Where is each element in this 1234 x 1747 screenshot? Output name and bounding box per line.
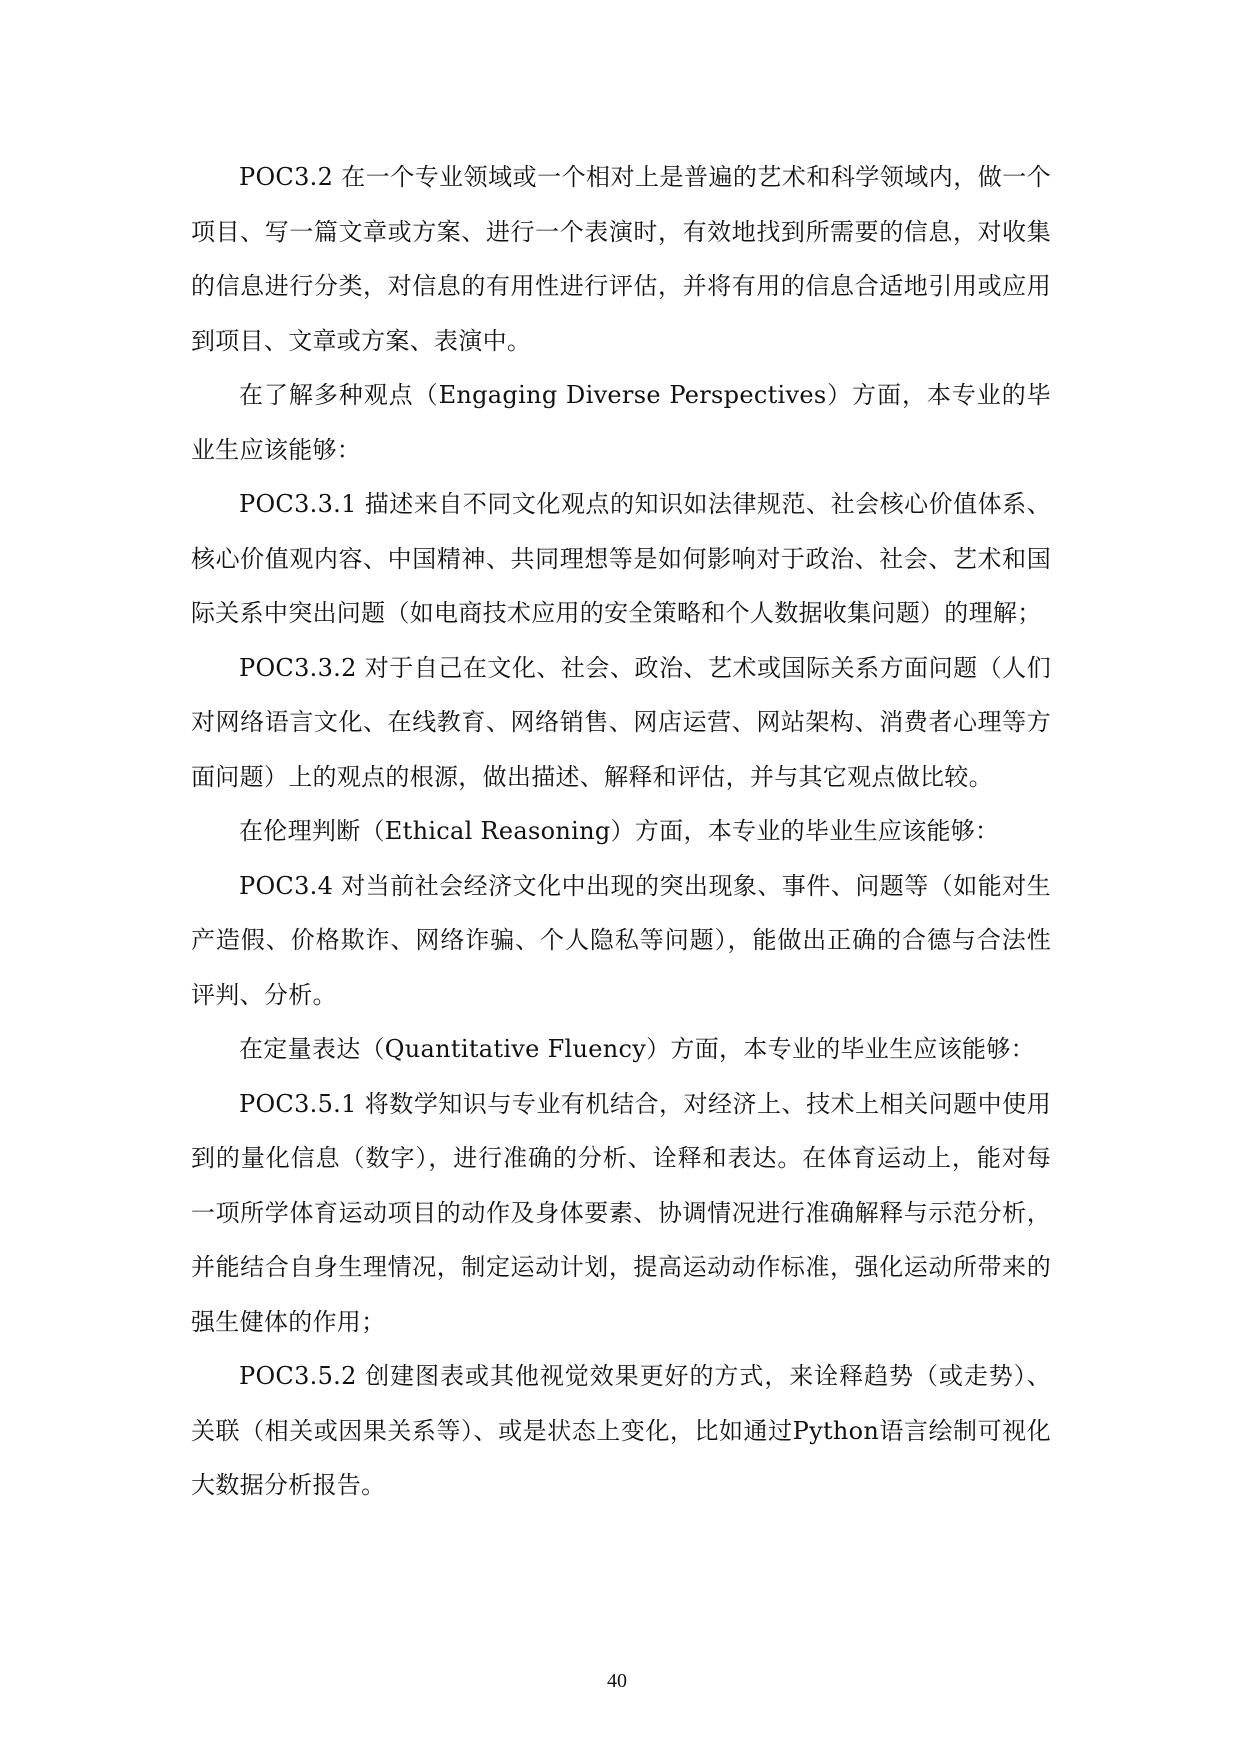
paragraph-poc3-5-2: POC3.5.2 创建图表或其他视觉效果更好的方式，来诠释趋势（或走势）、关联（相关或因果关系等）、或是状态上变化，比如通过Python语言绘制可视化大数据分析报告。 xyxy=(191,1362,1051,1499)
paragraph-poc3-3-2: POC3.3.2 对于自己在文化、社会、政治、艺术或国际关系方面问题（人们对网络语言文化、在线教育、网络销售、网店运营、网站架构、消费者心理等方面问题）上的观点的根源，做出描述、解释和评估，并与其它观点做比较。 xyxy=(191,653,1051,791)
paragraph-poc3-4: POC3.4 对当前社会经济文化中出现的突出现象、事件、问题等（如能对生产造假、价格欺诈、网络诈骗、个人隐私等问题），能做出正确的合德与合法性评判、分析。 xyxy=(191,871,1051,1009)
paragraph-poc3-5-1: POC3.5.1 将数学知识与专业有机结合，对经济上、技术上相关问题中使用到的量化信息（数字），进行准确的分析、诠释和表达。在体育运动上，能对每一项所学体育运动项目的动作及身体要素、协调情况进行准确解释与示范分析，并能结合自身生理情况，制定运动计划，提高运动动作标准，强化运动所带来的强生健体的作用； xyxy=(191,1089,1051,1336)
paragraph-quantitative-fluency-intro: 在定量表达（Quantitative Fluency）方面，本专业的毕业生应该能够： xyxy=(239,1035,1035,1063)
paragraph-diverse-perspectives-intro: 在了解多种观点（Engaging Diverse Perspectives）方面，本专业的毕业生应该能够： xyxy=(191,381,1051,464)
page-number: 40 xyxy=(607,1670,627,1692)
paragraph-ethical-reasoning-intro: 在伦理判断（Ethical Reasoning）方面，本专业的毕业生应该能够： xyxy=(239,817,1000,845)
paragraph-poc3-2: POC3.2 在一个专业领域或一个相对上是普遍的艺术和科学领域内，做一个项目、写一篇文章或方案、进行一个表演时，有效地找到所需要的信息，对收集的信息进行分类，对信息的有用性进行评估，并将有用的信息合适地引用或应用到项目、文章或方案、表演中。 xyxy=(191,163,1051,355)
paragraph-poc3-3-1: POC3.3.1 描述来自不同文化观点的知识如法律规范、社会核心价值体系、核心价值观内容、中国精神、共同理想等是如何影响对于政治、社会、艺术和国际关系中突出问题（如电商技术应用的安全策略和个人数据收集问题）的理解； xyxy=(191,490,1051,627)
document-body xyxy=(191,150,1051,1513)
